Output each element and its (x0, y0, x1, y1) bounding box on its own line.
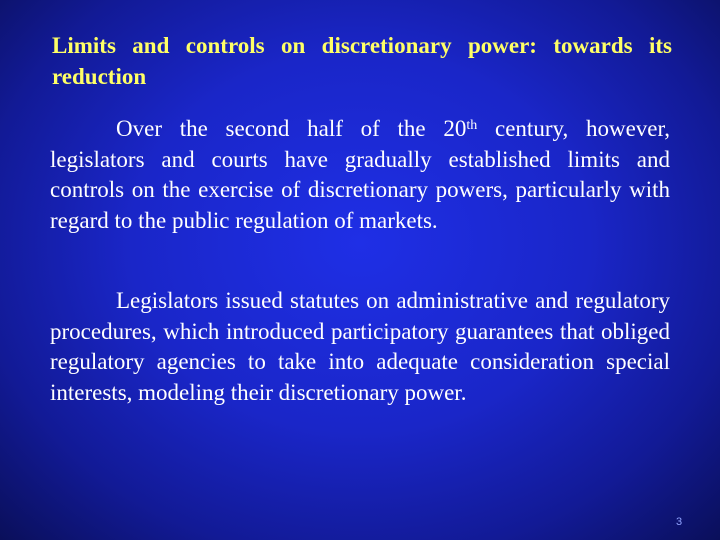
ordinal-superscript: th (466, 118, 478, 133)
page-number: 3 (676, 516, 683, 528)
body-paragraph-1 (50, 114, 670, 236)
slide-title: Limits and controls on discretionary power: towards its reduction (52, 33, 672, 89)
paragraph-1-text-end: century, however, legislators and courts have gradually established limits and controls on the exercise of discretionary powers, particularly with regard to the public regulation of markets. (50, 116, 670, 233)
paragraph-1-text-start: Over the second half of the 20 (116, 116, 467, 141)
body-paragraph-2 (50, 286, 670, 408)
paragraph-2-text: Legislators issued statutes on administrative and regulatory procedures, which introduced participatory guarantees that obliged regulatory agencies to take into adequate consideration special interests, modeling their discretionary power. (50, 288, 670, 405)
